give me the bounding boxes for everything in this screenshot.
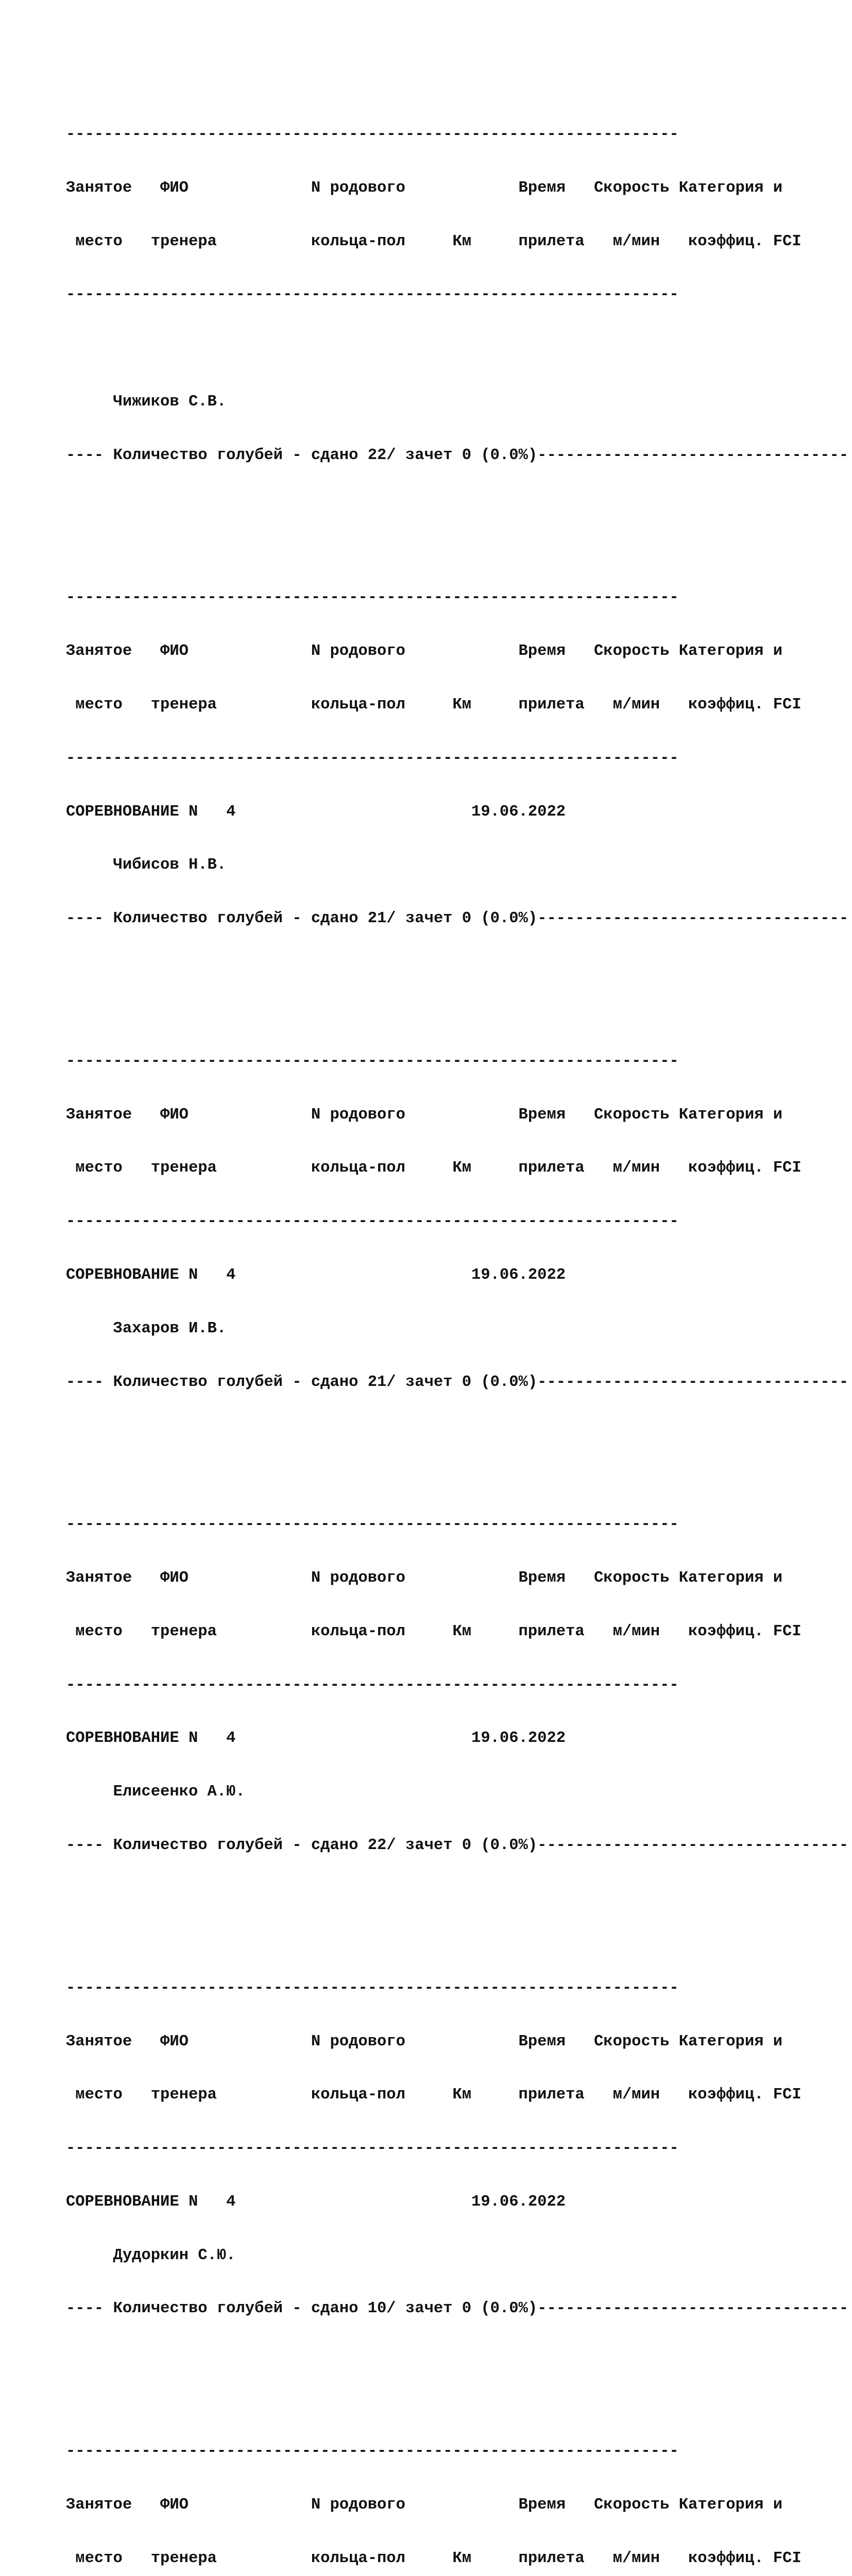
competition-title: СОРЕВНОВАНИЕ N 4 19.06.2022	[66, 1266, 566, 1284]
competition-title: СОРЕВНОВАНИЕ N 4 19.06.2022	[66, 1730, 566, 1748]
column-header-line-2: место тренера кольца-пол Км прилета м/мин коэффиц. FCI	[66, 2086, 802, 2104]
pigeon-count-line: ---- Количество голубей - сдано 22/ зачет 0 (0.0%)---------------------------------	[66, 446, 849, 464]
blank-line	[66, 340, 839, 358]
separator-rule: -----------------------------------------------------------------	[66, 589, 679, 607]
separator-rule: -----------------------------------------------------------------	[66, 125, 679, 143]
column-header-line-2: место тренера кольца-пол Км прилета м/мин коэффиц. FCI	[66, 2549, 802, 2567]
column-header-line-1: Занятое ФИО N родового Время Скорость Категория и	[66, 179, 783, 197]
separator-rule: -----------------------------------------------------------------	[66, 1052, 679, 1070]
separator-rule: -----------------------------------------------------------------	[66, 286, 679, 304]
separator-rule: -----------------------------------------------------------------	[66, 2140, 679, 2158]
trainer-name: Дудоркин С.Ю.	[66, 2246, 236, 2264]
pigeon-count-line: ---- Количество голубей - сдано 10/ зачет 0 (0.0%)---------------------------------	[66, 2300, 849, 2318]
column-header-line-2: место тренера кольца-пол Км прилета м/мин коэффиц. FCI	[66, 1159, 802, 1177]
column-header-line-1: Занятое ФИО N родового Время Скорость Категория и	[66, 2496, 783, 2514]
trainer-name: Елисеенко А.Ю.	[66, 1783, 245, 1801]
results-block	[66, 1944, 849, 2354]
results-block	[66, 1017, 849, 1427]
column-header-line-2: место тренера кольца-пол Км прилета м/мин коэффиц. FCI	[66, 232, 802, 250]
results-block	[66, 90, 849, 500]
separator-rule: -----------------------------------------------------------------	[66, 2443, 679, 2461]
trainer-name: Чибисов Н.В.	[66, 856, 227, 874]
results-block	[66, 553, 849, 963]
competition-title: СОРЕВНОВАНИЕ N 4 19.06.2022	[66, 2193, 566, 2211]
results-block	[66, 1480, 849, 1890]
trainer-name: Захаров И.В.	[66, 1319, 227, 1337]
competition-title: СОРЕВНОВАНИЕ N 4 19.06.2022	[66, 803, 566, 821]
pigeon-count-line: ---- Количество голубей - сдано 22/ зачет 0 (0.0%)---------------------------------	[66, 1836, 849, 1854]
separator-rule: -----------------------------------------------------------------	[66, 1213, 679, 1231]
column-header-line-1: Занятое ФИО N родового Время Скорость Категория и	[66, 642, 783, 660]
separator-rule: -----------------------------------------------------------------	[66, 1676, 679, 1694]
trainer-name: Чижиков С.В.	[66, 393, 227, 411]
column-header-line-1: Занятое ФИО N родового Время Скорость Категория и	[66, 1569, 783, 1587]
pigeon-count-line: ---- Количество голубей - сдано 21/ зачет 0 (0.0%)---------------------------------	[66, 910, 849, 928]
separator-rule: -----------------------------------------------------------------	[66, 1516, 679, 1534]
column-header-line-1: Занятое ФИО N родового Время Скорость Категория и	[66, 2032, 783, 2050]
separator-rule: -----------------------------------------------------------------	[66, 749, 679, 767]
separator-rule: -----------------------------------------------------------------	[66, 1979, 679, 1997]
column-header-line-2: место тренера кольца-пол Км прилета м/мин коэффиц. FCI	[66, 1622, 802, 1640]
results-printout	[66, 37, 849, 2576]
results-block	[66, 2407, 839, 2576]
column-header-line-1: Занятое ФИО N родового Время Скорость Категория и	[66, 1106, 783, 1124]
pigeon-count-line: ---- Количество голубей - сдано 21/ зачет 0 (0.0%)---------------------------------	[66, 1373, 849, 1391]
column-header-line-2: место тренера кольца-пол Км прилета м/мин коэффиц. FCI	[66, 696, 802, 714]
